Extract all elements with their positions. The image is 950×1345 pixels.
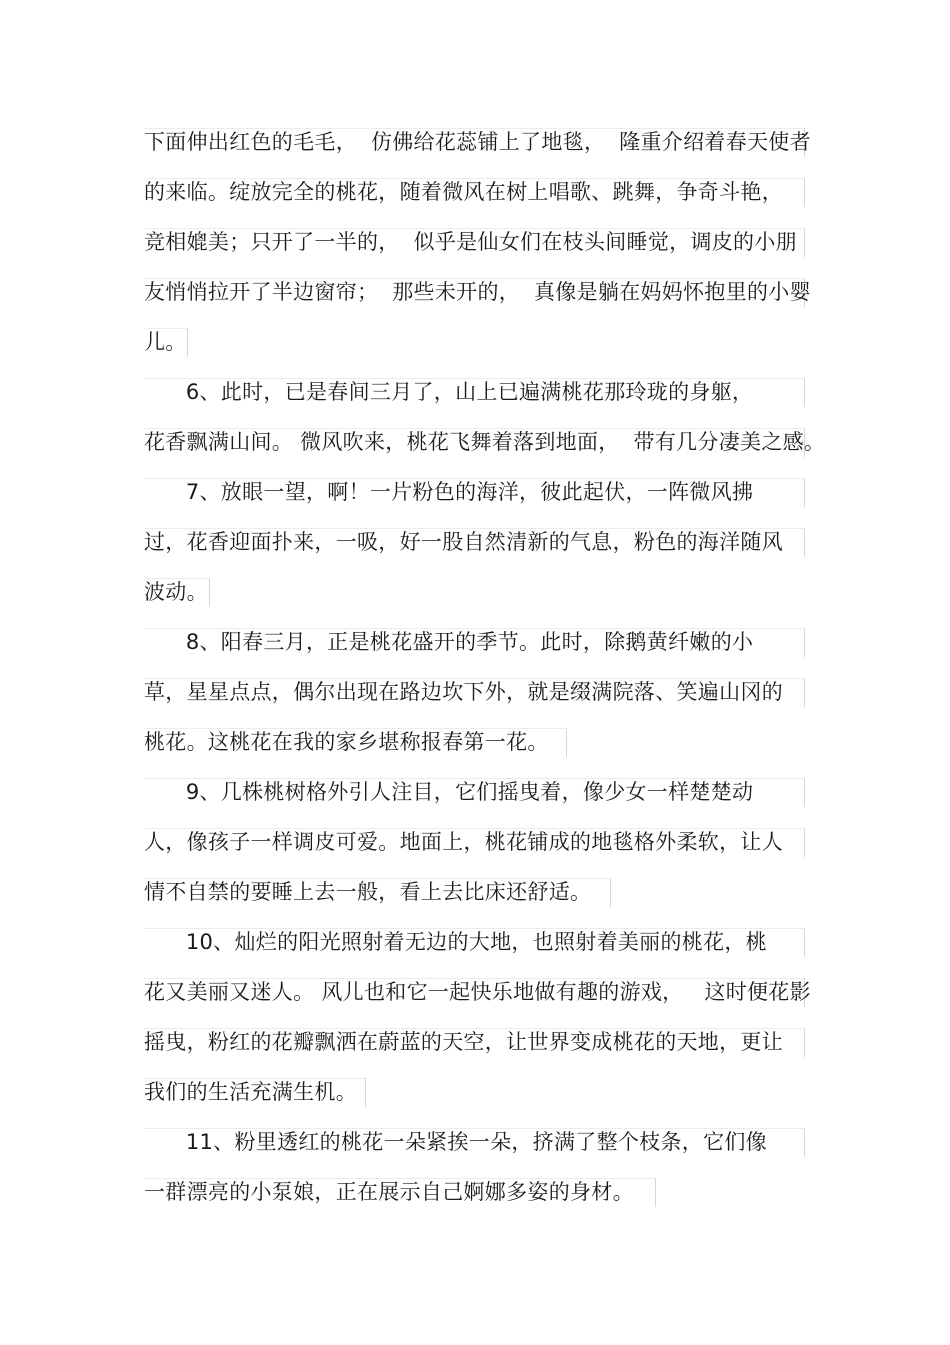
paragraph-9-start: 9、几株桃树格外引人注目，它们摇曳着，像少女一样楚楚动 bbox=[144, 780, 754, 804]
text-line: 下面伸出红色的毛毛， 仿佛给花蕊铺上了地毯， 隆重介绍着春天使者 bbox=[144, 130, 811, 154]
text-line: 情不自禁的要睡上去一般，看上去比床还舒适。 bbox=[144, 880, 592, 904]
text-line: 一群漂亮的小泵娘，正在展示自己婀娜多姿的身材。 bbox=[144, 1180, 634, 1204]
text-line: 竞相媲美；只开了一半的， 似乎是仙女们在枝头间睡觉，调皮的小朋 bbox=[144, 230, 797, 254]
paragraph-7-start: 7、放眼一望，啊！一片粉色的海洋，彼此起伏，一阵微风拂 bbox=[144, 480, 754, 504]
paragraph-10-start: 10、灿烂的阳光照射着无边的大地，也照射着美丽的桃花，桃 bbox=[144, 930, 767, 954]
text-line: 花又美丽又迷人。 风儿也和它一起快乐地做有趣的游戏， 这时便花影 bbox=[144, 980, 811, 1004]
paragraph-8-start: 8、阳春三月，正是桃花盛开的季节。此时，除鹅黄纤嫩的小 bbox=[144, 630, 754, 654]
text-line: 花香飘满山间。 微风吹来，桃花飞舞着落到地面， 带有几分凄美之感。 bbox=[144, 430, 826, 454]
text-line: 我们的生活充满生机。 bbox=[144, 1080, 357, 1104]
text-line: 的来临。绽放完全的桃花，随着微风在树上唱歌、跳舞，争奇斗艳， bbox=[144, 180, 783, 204]
text-line: 摇曳，粉红的花瓣飘洒在蔚蓝的天空，让世界变成桃花的天地，更让 bbox=[144, 1030, 783, 1054]
text-line: 儿。 bbox=[144, 330, 187, 354]
text-line: 过，花香迎面扑来，一吸，好一股自然清新的气息，粉色的海洋随风 bbox=[144, 530, 783, 554]
text-line: 草，星星点点，偶尔出现在路边坎下外，就是缀满院落、笑遍山冈的 bbox=[144, 680, 783, 704]
paragraph-6-start: 6、此时，已是春间三月了，山上已遍满桃花那玲珑的身躯， bbox=[144, 380, 754, 404]
paragraph-11-start: 11、粉里透红的桃花一朵紧挨一朵，挤满了整个枝条，它们像 bbox=[144, 1130, 767, 1154]
text-line: 波动。 bbox=[144, 580, 208, 604]
text-line: 桃花。这桃花在我的家乡堪称报春第一花。 bbox=[144, 730, 549, 754]
text-line: 友悄悄拉开了半边窗帘； 那些未开的， 真像是躺在妈妈怀抱里的小婴 bbox=[144, 280, 811, 304]
text-line: 人，像孩子一样调皮可爱。地面上，桃花铺成的地毯格外柔软，让人 bbox=[144, 830, 783, 854]
